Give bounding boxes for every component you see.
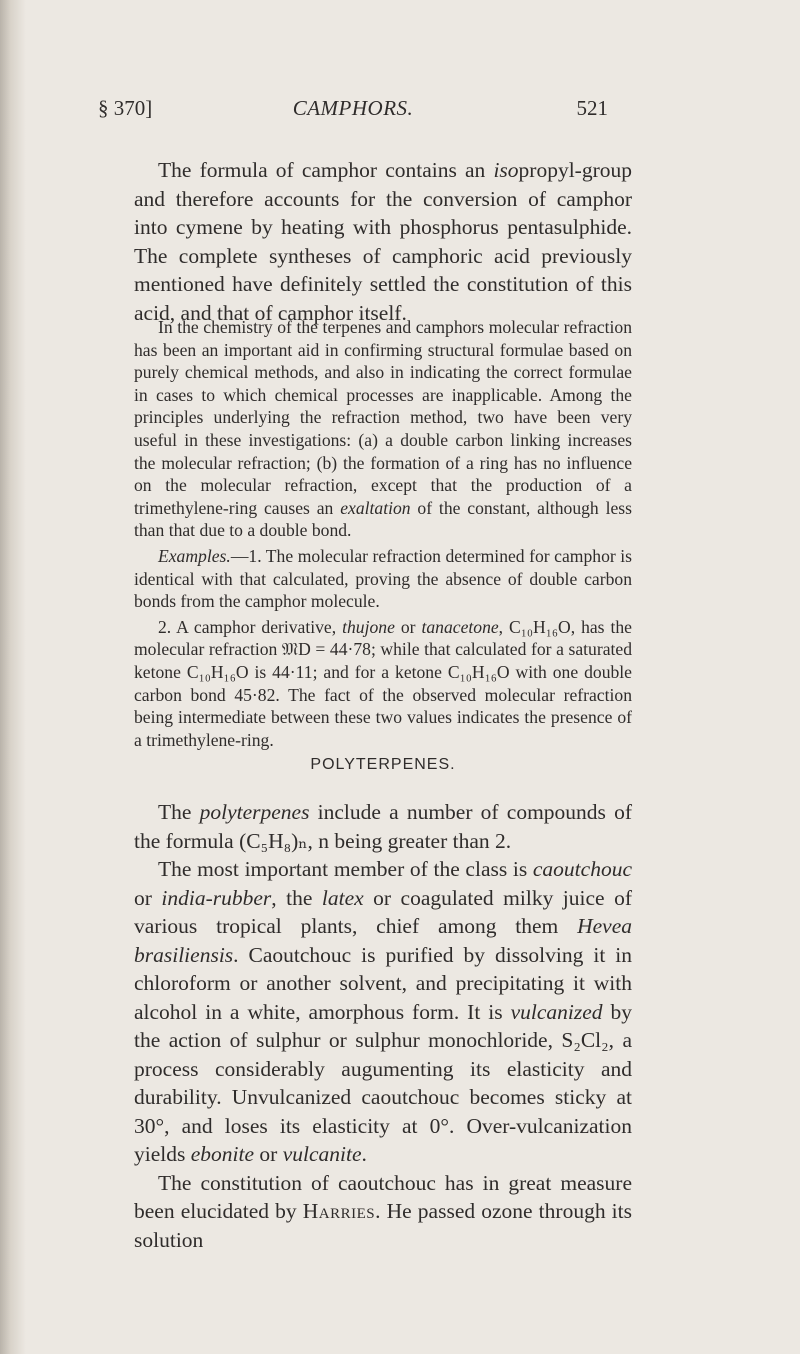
page-number: 521 xyxy=(576,96,608,120)
example-2-prefix: 2. A camphor derivative, xyxy=(158,616,337,637)
running-header xyxy=(98,96,608,126)
examples-label: Examples. xyxy=(158,545,231,566)
constitution-paragraph: The constitution of caoutchouc has in great measure been elucidated by Harries. He passed ozone through its solution xyxy=(134,1170,632,1252)
refraction-paragraph: In the chemistry of the terpenes and camphors molecular refraction has been an important aid in confirming structural formulae based on purely chemical methods, and also in indicating the correct formulae in cases to which chemical processes are inapplicable. Among the principles underlying the refraction method, two have been very useful in these investigations: (a) a double carbon linking increases the molecular refraction; (b) the formation of a ring has no influence on the molecular refraction, except that the production of a trimethylene-ring causes an exaltation of the constant, although less than that due to a double bond. xyxy=(134,317,632,541)
tanacetone-term: tanacetone xyxy=(421,616,499,637)
or-word: or xyxy=(400,616,416,637)
example-2-paragraph: 2. A camphor derivative, thujone or tanacetone, C₁₀H₁₆O, has the molecular refraction 𝔐D = 44·78; while that calculated for a saturated ketone C₁₀H₁₆O is 44·11; and for a ketone C₁₀H₁₆O with one double carbon bond 45·82. The fact of the observed molecular refraction being intermediate between these two values indicates the presence of a trimethylene-ring. xyxy=(134,616,632,750)
polyterpenes-block xyxy=(134,798,632,1254)
example-2-values: has the molecular refraction 𝔐D = 44·78; while that calculated for a saturated ketone C₁₀H₁₆O is 44·11; and for a ketone C₁₀H₁₆O with one double carbon bond 45·82. The fact of the observed molecular refraction being intermediate between these two values indicates the presence of a trimethylene-ring. xyxy=(134,616,632,750)
intro-paragraph: The formula of camphor contains an isopropyl-group and therefore accounts for the conversion of camphor into cymene by heating with phosphorus pentasulphide. The complete syntheses of camphoric acid previously mentioned have definitely settled the constitution of this acid, and that of camphor itself. xyxy=(134,158,632,325)
example-1-paragraph xyxy=(134,545,632,613)
intro-paragraph-block xyxy=(134,156,632,327)
running-title: CAMPHORS. xyxy=(292,96,414,120)
caoutchouc-paragraph: The most important member of the class is caoutchouc or india-rubber, the latex or coagulated milky juice of various tropical plants, chief among them Hevea brasiliensis. Caoutchouc is purified by dissolving it in chloroform or another solvent, and precipitating it with alcohol in a white, amorphous form. It is vulcanized by the action of sulphur or sulphur monochloride, S₂Cl₂, a process considerably augumenting its elasticity and durability. Unvulcanized caoutchouc becomes sticky at 30°, and loses its elasticity at 0°. Over-vulcanization yields ebonite or vulcanite. xyxy=(134,857,633,1166)
example-1-text: —1. The molecular refraction determined for camphor is identical with that calculated, proving the absence of double carbon bonds from the camphor molecule. xyxy=(134,545,632,612)
polyterpenes-definition: The polyterpenes include a number of compounds of the formula (C₅H₈)ₙ, n being greater than 2. xyxy=(134,800,632,853)
section-heading: POLYTERPENES. xyxy=(310,756,456,773)
thujone-term: thujone xyxy=(342,616,395,637)
section-number: § 370] xyxy=(98,96,153,120)
thujone-formula: C₁₀H₁₆O xyxy=(509,616,571,637)
refraction-block xyxy=(134,316,632,751)
